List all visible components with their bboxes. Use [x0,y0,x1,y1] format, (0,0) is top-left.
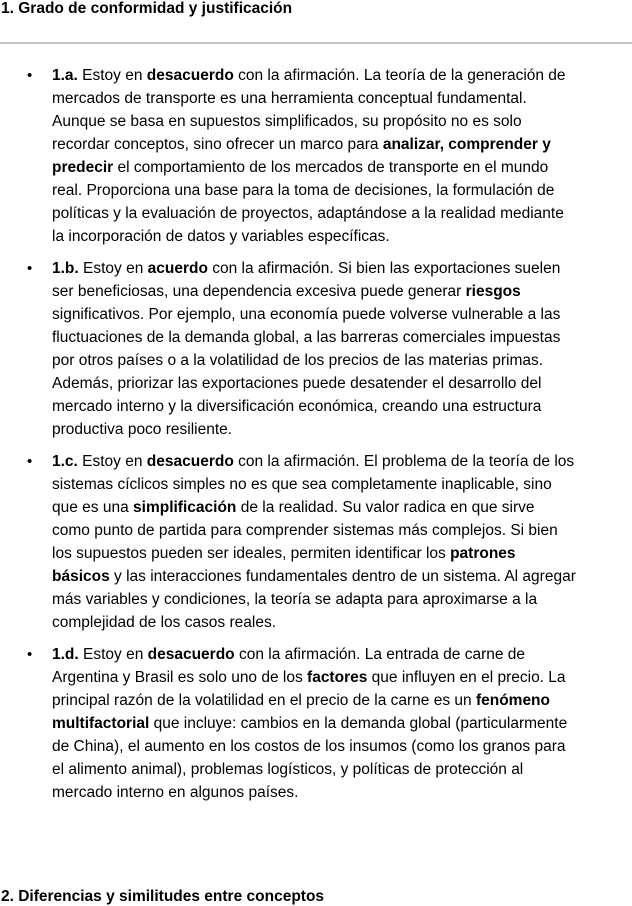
list-item [0,643,632,804]
text-segment: mercados de transporte es una herramienta conceptual fundamental. [52,90,527,107]
bold-text: factores [307,669,368,686]
text-line [52,326,632,349]
text-segment: el comportamiento de los mercados de transporte en el mundo [113,159,549,176]
text-line [52,133,632,156]
text-line [52,473,632,496]
text-segment: Además, priorizar las exportaciones puede desatender el desarrollo del [52,375,542,392]
text-segment: políticas y la evaluación de proyectos, adaptándose a la realidad mediante [52,205,564,222]
text-segment: Estoy en [77,453,147,470]
text-segment: Estoy en [77,67,147,84]
text-segment: Aunque se basa en supuestos simplificados, su propósito no es solo [52,113,522,130]
bullet-icon: • [27,67,33,84]
text-line [52,758,632,781]
text-line [52,395,632,418]
section-1-title: 1. Grado de conformidad y justificación [1,0,293,17]
text-segment: con la afirmación. Si bien las exportaciones suelen [207,260,561,277]
text-line [52,257,632,280]
text-segment: mercado interno en algunos países. [52,784,299,801]
section-2-title: 2. Diferencias y similitudes entre conceptos [1,888,325,905]
text-line [52,565,632,588]
text-line [52,303,632,326]
text-segment: Argentina y Brasil es solo uno de los [52,669,308,686]
bold-text: desacuerdo [146,67,234,84]
text-line [52,712,632,735]
text-segment: por otros países o a la volatilidad de los precios de las materias primas. [52,352,544,369]
text-segment: mercado interno y la diversificación económica, creando una estructura [52,398,542,415]
bold-text: básicos [52,568,110,585]
section-divider [0,42,632,44]
bullet-icon: • [27,453,33,470]
bold-text: acuerdo [147,260,208,277]
bold-text: 1.a. [52,67,78,84]
text-segment: complejidad de los casos reales. [52,614,277,631]
text-line [52,496,632,519]
text-line [52,418,632,441]
text-segment: que es una [52,499,134,516]
text-line [52,225,632,248]
bold-text: fenómeno [475,692,550,709]
bold-text: predecir [52,159,114,176]
text-segment: fluctuaciones de la demanda global, a las barreras comerciales impuestas [52,329,561,346]
bold-text: analizar, comprender y [382,136,551,153]
text-segment: real. Proporciona una base para la toma de decisiones, la formulación de [52,182,555,199]
text-segment: más variables y condiciones, la teoría se adapta para aproximarse a la [52,591,538,608]
text-segment: de la realidad. Su valor radica en que sirve [236,499,535,516]
text-segment: como punto de partida para comprender sistemas más complejos. Si bien [52,522,558,539]
text-line [52,611,632,634]
text-line [52,781,632,804]
text-line [52,372,632,395]
text-line [52,179,632,202]
text-line [52,156,632,179]
bold-text: patrones [450,545,516,562]
text-line [52,643,632,666]
text-line [52,349,632,372]
bold-text: 1.d. [52,646,79,663]
text-segment: principal razón de la volatilidad en el precio de la carne es un [52,692,476,709]
text-line [52,588,632,611]
text-segment: con la afirmación. La entrada de carne de [234,646,526,663]
text-segment: recordar conceptos, sino ofrecer un marco para [52,136,383,153]
bold-text: desacuerdo [147,646,235,663]
text-segment: los supuestos pueden ser ideales, permiten identificar los [52,545,451,562]
bullet-icon: • [27,260,33,277]
text-line [52,202,632,225]
text-line [52,519,632,542]
bullet-icon: • [27,646,33,663]
list-item [0,64,632,248]
text-segment: productiva poco resiliente. [52,421,233,438]
bold-text: 1.c. [52,453,78,470]
text-line [52,666,632,689]
text-line [52,110,632,133]
text-segment: y las interacciones fundamentales dentro de un sistema. Al agregar [109,568,576,585]
bold-text: multifactorial [52,715,150,732]
text-segment: el alimento animal), problemas logísticos, y políticas de protección al [52,761,524,778]
text-segment: la incorporación de datos y variables específicas. [52,228,390,245]
text-segment: que influyen en el precio. La [367,669,566,686]
list-item [0,450,632,634]
text-segment: significativos. Por ejemplo, una economía puede volverse vulnerable a las [52,306,561,323]
bold-text: simplificación [133,499,237,516]
text-segment: con la afirmación. El problema de la teoría de los [233,453,575,470]
text-line [52,450,632,473]
conformity-list [0,64,632,813]
text-line [52,280,632,303]
text-line [52,87,632,110]
text-segment: de China), el aumento en los costos de los insumos (como los granos para [52,738,566,755]
bold-text: desacuerdo [146,453,234,470]
text-segment: ser beneficiosas, una dependencia excesiva puede generar [52,283,466,300]
text-segment: que incluye: cambios en la demanda global (particularmente [149,715,568,732]
text-segment: sistemas cíclicos simples no es que sea completamente inaplicable, sino [52,476,552,493]
bold-text: 1.b. [52,260,79,277]
text-segment: con la afirmación. La teoría de la generación de [233,67,566,84]
text-segment: Estoy en [78,646,148,663]
text-line [52,542,632,565]
list-item [0,257,632,441]
bold-text: riesgos [465,283,521,300]
text-line [52,689,632,712]
text-line [52,64,632,87]
text-line [52,735,632,758]
text-segment: Estoy en [78,260,148,277]
